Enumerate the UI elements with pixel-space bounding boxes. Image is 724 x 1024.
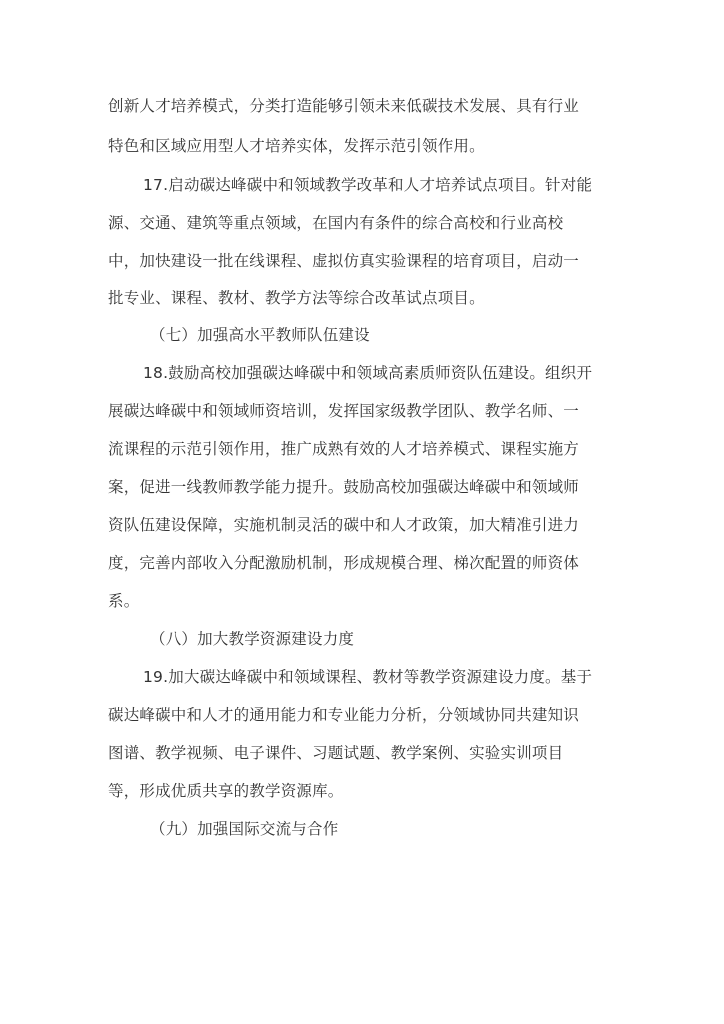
text-line: 展碳达峰碳中和领域师资培训，发挥国家级教学团队、教学名师、一	[108, 402, 580, 420]
paragraph-18-start: 18.鼓励高校加强碳达峰碳中和领域高素质师资队伍建设。组织开	[143, 364, 593, 382]
paragraph-17-start: 17.启动碳达峰碳中和领域教学改革和人才培养试点项目。针对能	[143, 176, 593, 194]
text-line: 中，加快建设一批在线课程、虚拟仿真实验课程的培育项目，启动一	[108, 252, 580, 270]
text-line: 资队伍建设保障，实施机制灵活的碳中和人才政策，加大精准引进力	[108, 516, 580, 534]
section-heading-9: （九）加强国际交流与合作	[150, 820, 339, 838]
section-heading-8: （八）加大教学资源建设力度	[150, 630, 355, 648]
text-line: 特色和区域应用型人才培养实体，发挥示范引领作用。	[108, 137, 485, 155]
text-line: 案，促进一线教师教学能力提升。鼓励高校加强碳达峰碳中和领域师	[108, 478, 580, 496]
text-line: 碳达峰碳中和人才的通用能力和专业能力分析，分领域协同共建知识	[108, 706, 580, 724]
text-line: 创新人才培养模式，分类打造能够引领未来低碳技术发展、具有行业	[108, 97, 580, 115]
text-line: 源、交通、建筑等重点领域，在国内有条件的综合高校和行业高校	[108, 214, 564, 232]
text-line: 图谱、教学视频、电子课件、习题试题、教学案例、实验实训项目	[108, 744, 564, 762]
text-line: 系。	[108, 592, 140, 610]
section-heading-7: （七）加强高水平教师队伍建设	[150, 326, 370, 344]
text-line: 流课程的示范引领作用，推广成熟有效的人才培养模式、课程实施方	[108, 440, 580, 458]
text-line: 批专业、课程、教材、教学方法等综合改革试点项目。	[108, 289, 485, 307]
paragraph-19-start: 19.加大碳达峰碳中和领域课程、教材等教学资源建设力度。基于	[143, 668, 593, 686]
text-line: 等，形成优质共享的教学资源库。	[108, 782, 344, 800]
text-line: 度，完善内部收入分配激励机制，形成规模合理、梯次配置的师资体	[108, 554, 580, 572]
